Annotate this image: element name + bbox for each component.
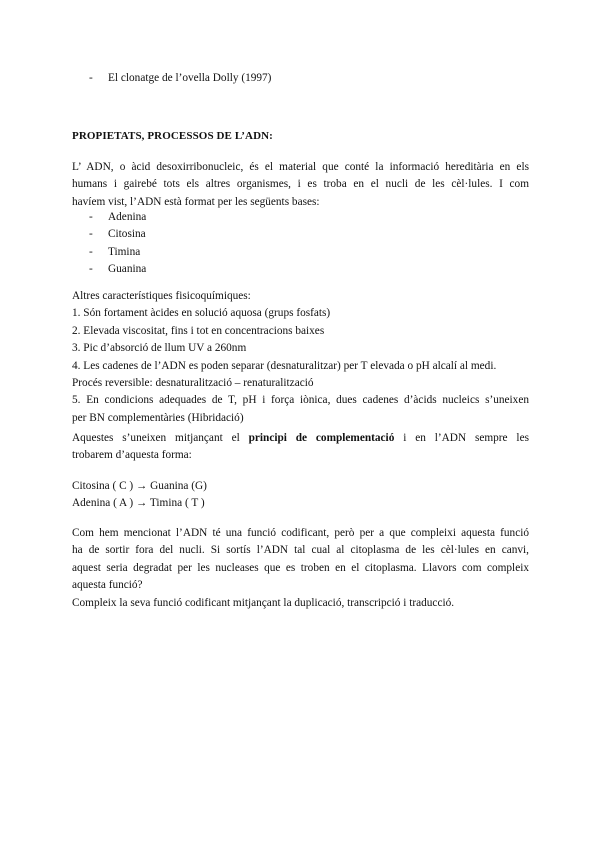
function-line: Compleix la seva funció codificant mitjançant la duplicació, transcripció i traducció.: [72, 596, 455, 609]
complementarity-pre: Aquestes s’uneixen mitjançant el: [72, 432, 240, 444]
property-item: 1. Són fortament àcides en solució aquosa (grups fosfats): [72, 307, 331, 320]
base-name: Adenina: [108, 211, 147, 223]
base-pair: Citosina ( C ) → Guanina (G): [72, 480, 207, 492]
property-item: per BN complementàries (Hibridació): [72, 411, 244, 424]
intro-paragraph: [72, 159, 529, 211]
list-item-text: El clonatge de l’ovella Dolly (1997): [108, 72, 272, 84]
function-line: ha de sortir fora del nucli. Si sortís l’ADN tal cual al citoplasma de les cèl·lules en canvi,: [72, 544, 529, 557]
complementarity-paragraph: [72, 430, 529, 465]
function-paragraph: [72, 525, 529, 612]
properties-section: [72, 288, 529, 427]
complementarity-principle: principi de complementació: [248, 432, 395, 444]
property-item: 2. Elevada viscositat, fins i tot en concentracions baixes: [72, 324, 325, 337]
bullet-dash: -: [89, 72, 93, 84]
base-name: Citosina: [108, 228, 146, 241]
bullet-dash: -: [89, 211, 93, 223]
list-item: [72, 70, 529, 87]
base-pairs: [72, 478, 529, 513]
property-item: 3. Pic d’absorció de llum UV a 260nm: [72, 342, 247, 355]
bullet-dash: -: [89, 245, 93, 258]
property-item: 4. Les cadenes de l’ADN es poden separar (desnaturalitzar) per T elevada o pH alcalí al medi.: [72, 359, 497, 372]
list-item: [72, 261, 529, 278]
intro-line: humans i gairebé tots els altres organismes, i es troba en el nucli de les cèl·lules. I com: [72, 178, 529, 191]
intro-line: L’ ADN, o àcid desoxirribonucleic, és el material que conté la informació hereditària en els: [72, 161, 529, 173]
bases-list: [72, 209, 529, 279]
base-name: Timina: [108, 245, 141, 258]
property-item: Procés reversible: desnaturalització – renaturalització: [72, 377, 314, 390]
complementarity-line: [72, 430, 529, 447]
bullet-dash: -: [89, 228, 93, 241]
list-item: [72, 226, 529, 243]
bullet-dash: -: [89, 263, 93, 276]
complementarity-line: trobarem d’aquesta forma:: [72, 449, 192, 462]
function-line: Com hem mencionat l’ADN té una funció codificant, però per a que compleixi aquesta funció: [72, 527, 529, 539]
list-item: [72, 209, 529, 226]
intro-line: havíem vist, l’ADN està format per les següents bases:: [72, 195, 320, 208]
base-name: Guanina: [108, 263, 147, 276]
properties-title: Altres característiques fisicoquímiques:: [72, 290, 251, 302]
complementarity-post: i en l’ADN sempre les: [403, 432, 529, 444]
base-pair: Adenina ( A ) → Timina ( T ): [72, 497, 205, 510]
function-line: aquest seria degradat per les nucleases que es troben en el citoplasma. Llavors com compleix: [72, 561, 529, 574]
list-item: [72, 244, 529, 261]
top-bullet-list: [72, 70, 529, 87]
function-line: aquesta funció?: [72, 579, 143, 592]
property-item: 5. En condicions adequades de T, pH i força iònica, dues cadenes d’àcids nucleics s’uneixen: [72, 394, 529, 407]
section-heading: PROPIETATS, PROCESSOS DE L’ADN:: [72, 130, 273, 142]
